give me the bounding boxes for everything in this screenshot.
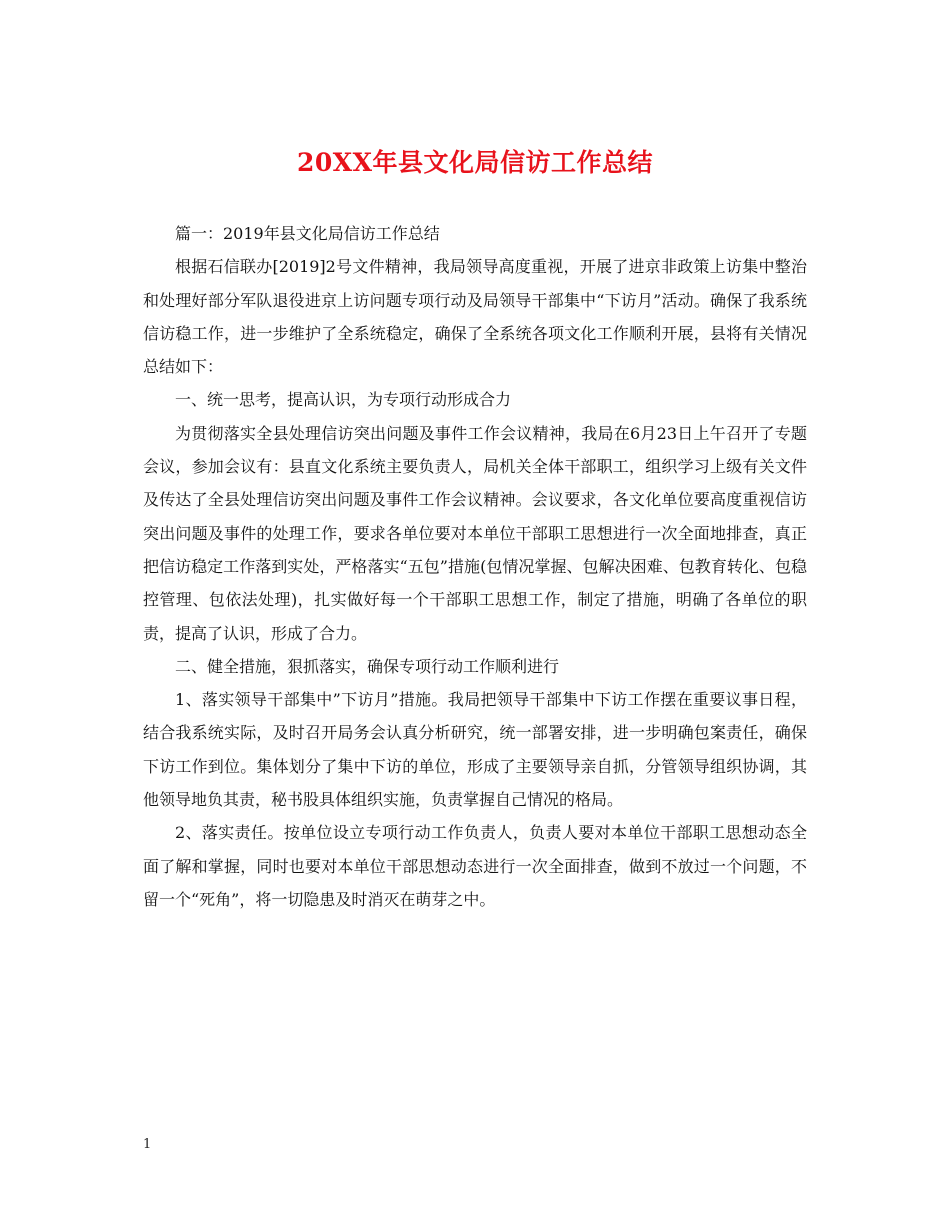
- document-body: [143, 217, 807, 916]
- paragraph-heading-article: 篇一：2019年县文化局信访工作总结: [175, 224, 440, 243]
- paragraph-section-1: 为贯彻落实全县处理信访突出问题及事件工作会议精神，我局在6月23日上午召开了专题会议，参加会议有：县直文化系统主要负责人，局机关全体干部职工，组织学习上级有关文件及传达了全县处理信访突出问题及事件工作会议精神。会议要求，各文化单位要高度重视信访突出问题及事件的处理工作，要求各单位要对本单位干部职工思想进行一次全面地排查，真正把信访稳定工作落到实处，严格落实“五包”措施(包情况掌握、包解决困难、包教育转化、包稳控管理、包依法处理)，扎实做好每一个干部职工思想工作，制定了措施，明确了各单位的职责，提高了认识，形成了合力。: [143, 423, 807, 643]
- page-number: 1: [143, 1137, 152, 1152]
- document-title: 20XX年县文化局信访工作总结: [296, 148, 654, 177]
- section-heading-2: 二、健全措施，狠抓落实，确保专项行动工作顺利进行: [175, 656, 560, 676]
- paragraph-item-1: 1、落实领导干部集中”下访月”措施。我局把领导干部集中下访工作摆在重要议事日程，结合我系统实际，及时召开局务会认真分析研究，统一部署安排，进一步明确包案责任，确保下访工作到位。集体划分了集中下访的单位，形成了主要领导亲自抓，分管领导组织协调，其他领导地负其责，秘书股具体组织实施，负责掌握自己情况的格局。: [143, 690, 807, 810]
- paragraph-intro: 根据石信联办[2019]2号文件精神，我局领导高度重视，开展了进京非政策上访集中整治和处理好部分军队退役进京上访问题专项行动及局领导干部集中“下访月”活动。确保了我系统信访稳工作，进一步维护了全系统稳定，确保了全系统各项文化工作顺利开展，县将有关情况总结如下：: [143, 257, 807, 377]
- section-heading-1: 一、统一思考，提高认识，为专项行动形成合力: [175, 390, 512, 410]
- paragraph-item-2: 2、落实责任。按单位设立专项行动工作负责人，负责人要对本单位干部职工思想动态全面了解和掌握，同时也要对本单位干部思想动态进行一次全面排查，做到不放过一个问题，不留一个“死角”，将一切隐患及时消灭在萌芽之中。: [143, 823, 807, 909]
